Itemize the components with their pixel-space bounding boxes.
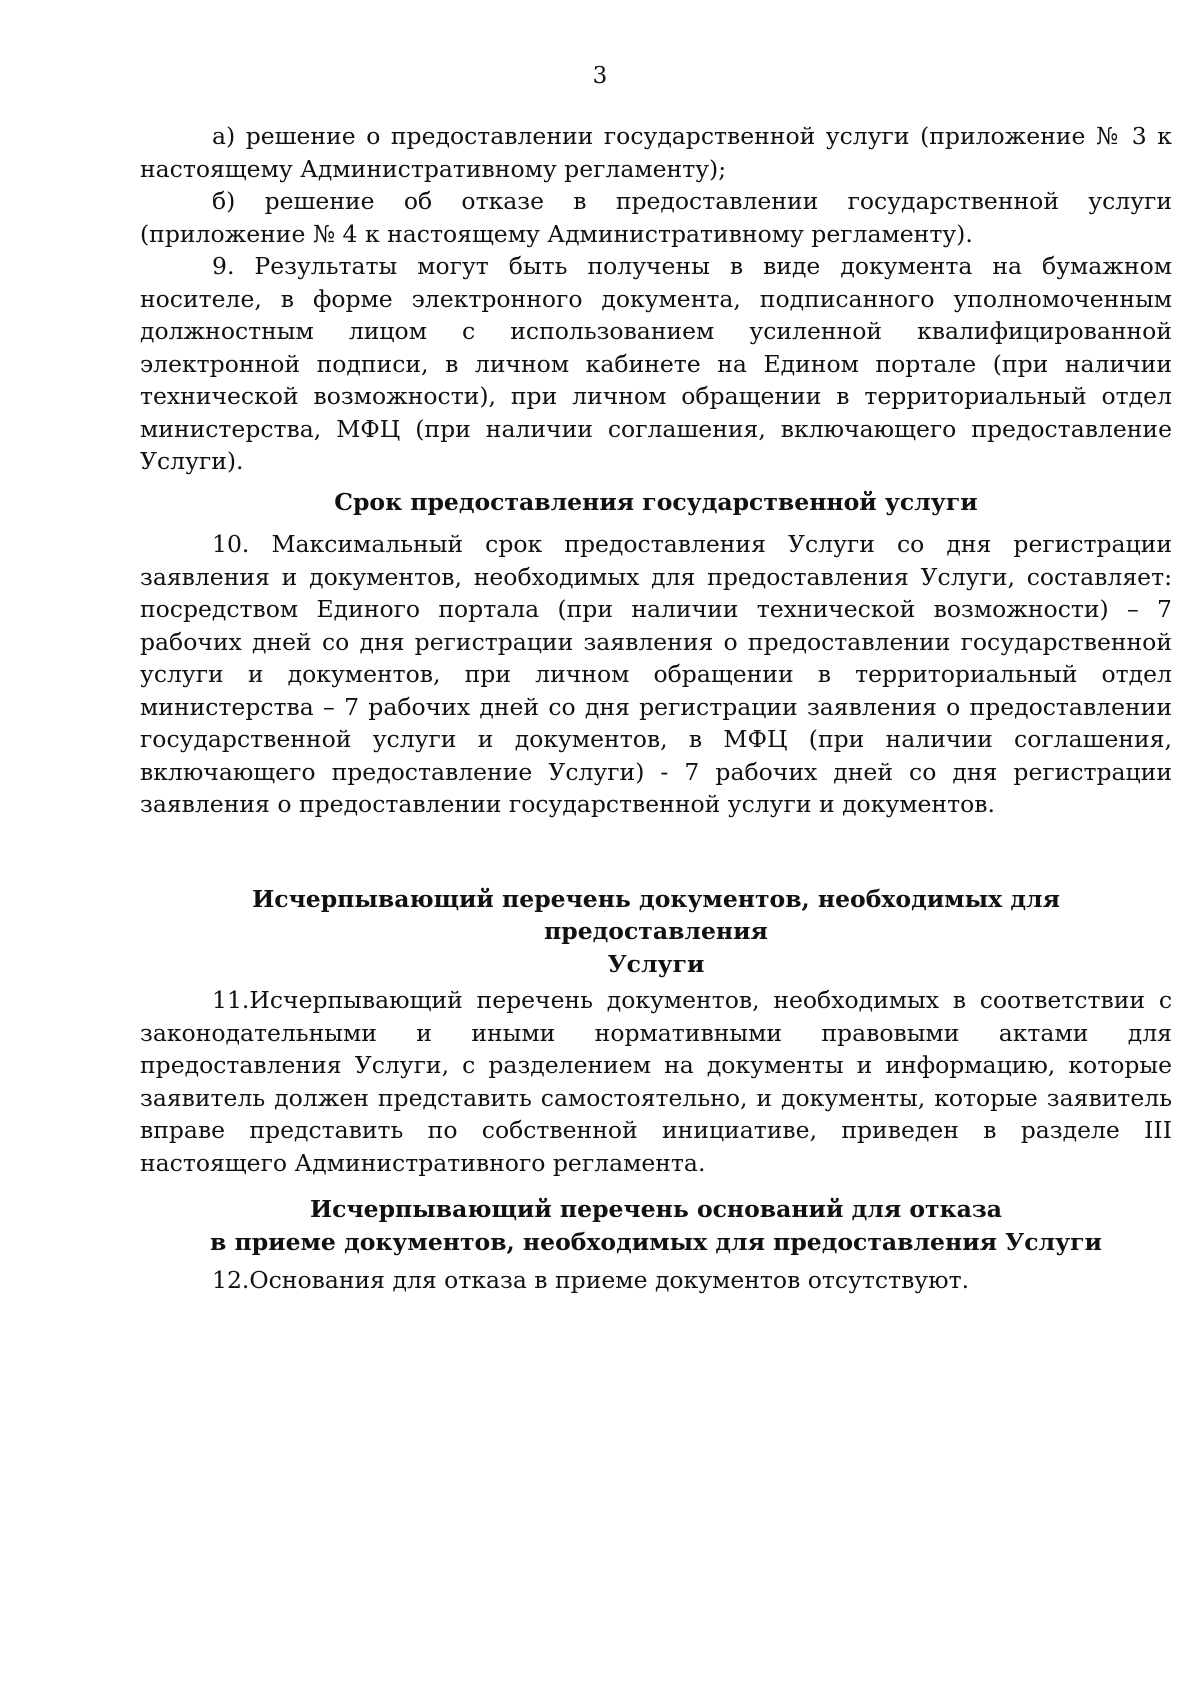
heading-perechen-line1: Исчерпывающий перечень документов, необходимых для предоставления	[252, 884, 1060, 945]
document-body	[140, 120, 1172, 1297]
heading-srok: Срок предоставления государственной услуги	[334, 487, 978, 516]
paragraph-9: 9. Результаты могут быть получены в виде документа на бумажном носителе, в форме электронного документа, подписанного уполномоченным должностным лицом с использованием усиленной квалифицированной электронной подписи, в личном кабинете на Едином портале (при наличии технической возможности), при личном обращении в территориальный отдел министерства, МФЦ (при наличии соглашения, включающего предоставление Услуги).	[140, 252, 1172, 475]
heading-otkaz-line1: Исчерпывающий перечень оснований для отказа	[309, 1195, 1003, 1223]
paragraph-12: 12.Основания для отказа в приеме документов отсутствуют.	[212, 1266, 970, 1294]
paragraph-b: б) решение об отказе в предоставлении государственной услуги (приложение № 4 к настоящему Административному регламенту).	[140, 187, 1172, 248]
paragraph-10: 10. Максимальный срок предоставления Услуги со дня регистрации заявления и документов, необходимых для предоставления Услуги, составляет: посредством Единого портала (при наличии технической возможности) – 7 рабочих дней со дня регистрации заявления о предоставлении государственной услуги и документов, при личном обращении в территориальный отдел министерства – 7 рабочих дней со дня регистрации заявления о предоставлении государственной услуги и документов, в МФЦ (при наличии соглашения, включающего предоставление Услуги) - 7 рабочих дней со дня регистрации заявления о предоставлении государственной услуги и документов.	[140, 530, 1172, 818]
heading-otkaz-line2: в приеме документов, необходимых для предоставления Услуги	[210, 1227, 1102, 1256]
page-number: 3	[592, 63, 608, 89]
paragraph-a: а) решение о предоставлении государственной услуги (приложение № 3 к настоящему Административному регламенту);	[140, 122, 1172, 183]
heading-perechen-line2: Услуги	[607, 949, 705, 978]
paragraph-11: 11.Исчерпывающий перечень документов, необходимых в соответствии с законодательными и иными нормативными правовыми актами для предоставления Услуги, с разделением на документы и информацию, которые заявитель должен представить самостоятельно, и документы, которые заявитель вправе представить по собственной инициативе, приведен в разделе III настоящего Административного регламента.	[140, 986, 1172, 1177]
heading-perechen	[140, 883, 1172, 981]
heading-otkaz	[140, 1193, 1172, 1258]
